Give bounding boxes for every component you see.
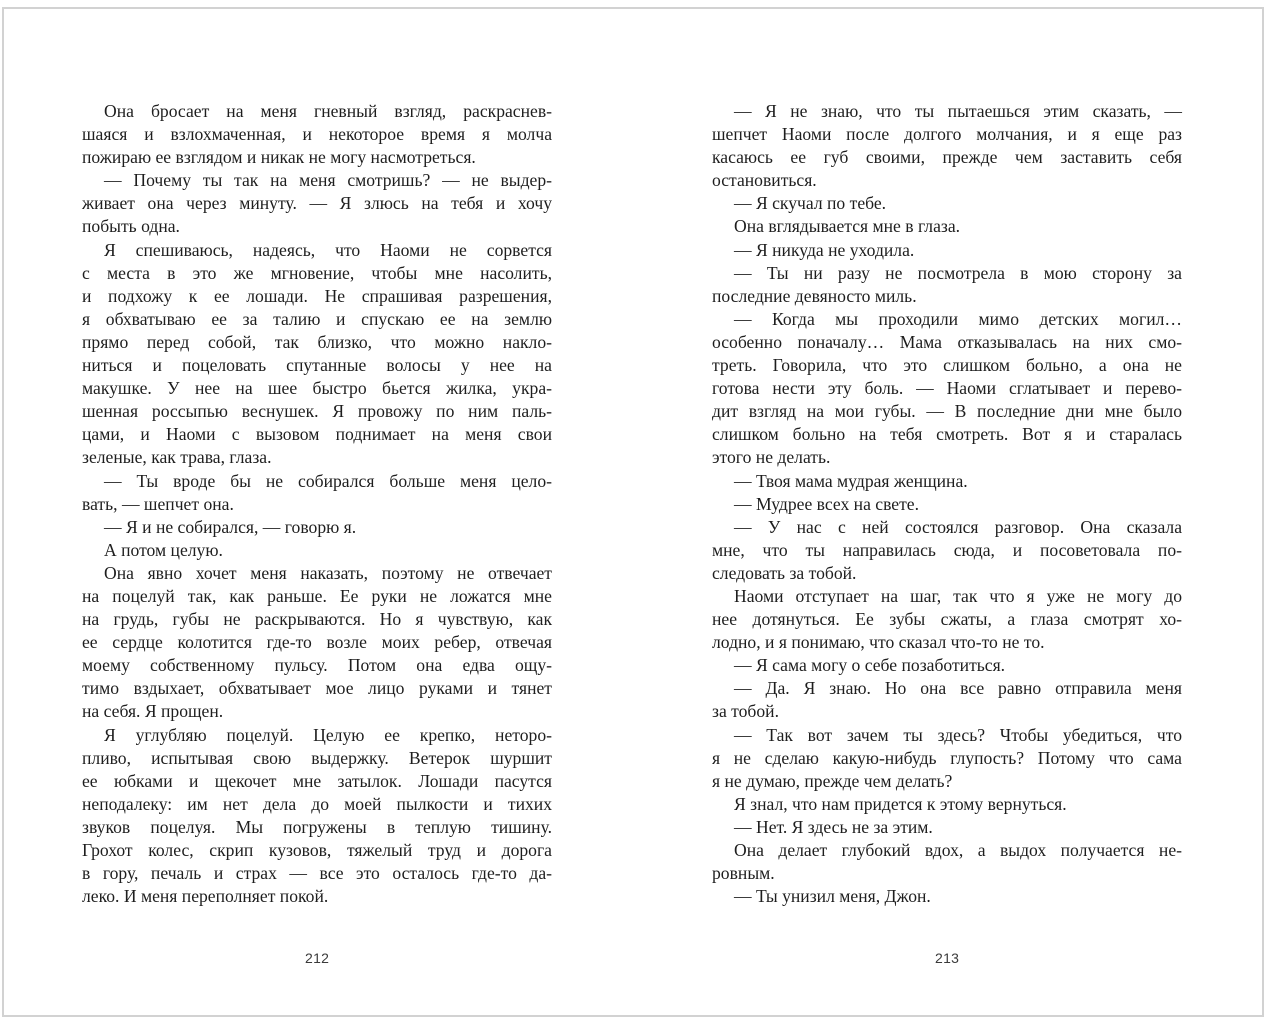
text-line: я не сделаю какую-нибудь глупость? Потому что сама: [712, 747, 1182, 768]
text-line: прямо перед собой, так близко, что можно накло-: [82, 331, 552, 352]
text-line: за тобой.: [712, 701, 779, 722]
text-line: Я спешиваюсь, надеясь, что Наоми не сорвется: [104, 239, 552, 260]
text-line: и подхожу к ее лошади. Не спрашивая разрешения,: [82, 285, 552, 306]
text-line: треть. Говорила, что это слишком больно, а она не: [712, 355, 1182, 376]
text-line: ее сердце колотится где-то возле моих ребер, отвечая: [82, 632, 552, 653]
text-line: я обхватываю ее за талию и спускаю ее на землю: [82, 308, 552, 329]
text-line: звуков поцелуя. Мы погружены в теплую тишину.: [82, 816, 552, 837]
text-line: живает она через минуту. — Я злюсь на тебя и хочу: [82, 193, 552, 214]
text-line: слишком больно на тебя смотреть. Вот я и старалась: [712, 424, 1182, 445]
text-line: Она бросает на меня гневный взгляд, раскраснев-: [104, 101, 552, 121]
text-line: последние девяносто миль.: [712, 285, 917, 306]
text-line: — Я никуда не уходила.: [734, 239, 915, 260]
text-line: макушке. У нее на шее быстро бьется жилка, укра-: [82, 378, 552, 399]
text-line: ровным.: [712, 863, 775, 884]
text-line: — Я не знаю, что ты пытаешься этим сказать, —: [734, 101, 1182, 121]
left-page-text: [82, 100, 552, 908]
text-line: — Мудрее всех на свете.: [734, 493, 919, 514]
text-line: я не думаю, прежде чем делать?: [712, 770, 953, 791]
text-line: леко. И меня переполняет покой.: [82, 886, 329, 907]
text-line: Наоми отступает на шаг, так что я уже не могу до: [734, 585, 1182, 606]
text-line: мне, что ты направилась сюда, и посоветовала по-: [712, 539, 1182, 560]
text-line: следовать за тобой.: [712, 562, 857, 583]
text-line: — Я сама могу о себе позаботиться.: [734, 655, 1006, 676]
text-line: — Да. Я знаю. Но она все равно отправила меня: [734, 678, 1182, 699]
left-page-number: 212: [305, 950, 330, 966]
text-line: шепчет Наоми после долгого молчания, и я еще раз: [712, 124, 1182, 145]
text-line: моему собственному пульсу. Потом она едва ощу-: [82, 655, 552, 676]
text-line: — Я скучал по тебе.: [734, 193, 887, 214]
text-line: в гору, печаль и страх — все это осталось где-то да-: [82, 863, 552, 884]
text-line: — Почему ты так на меня смотришь? — не выдер-: [104, 170, 552, 191]
text-line: ее юбками и щекочет мне затылок. Лошади пасутся: [82, 770, 552, 791]
text-line: Она делает глубокий вдох, а выдох получается не-: [734, 840, 1182, 860]
text-line: Она вглядывается мне в глаза.: [734, 216, 961, 237]
text-line: Она явно хочет меня наказать, поэтому не отвечает: [104, 562, 552, 583]
text-line: Я знал, что нам придется к этому вернуться.: [734, 793, 1067, 814]
right-page-number: 213: [935, 950, 960, 966]
text-line: — Ты унизил меня, Джон.: [734, 886, 931, 907]
text-line: — Ты вроде бы не собирался больше меня цело-: [104, 470, 552, 491]
right-page-text: [712, 100, 1182, 908]
text-line: лодно, и я понимаю, что сказал что-то не то.: [712, 632, 1045, 653]
text-line: — Я и не собирался, — говорю я.: [104, 516, 357, 537]
text-line: дит взгляд на мои губы. — В последние дни мне было: [712, 401, 1182, 422]
text-line: готова нести эту боль. — Наоми сглатывает и перево-: [712, 378, 1182, 399]
text-line: зеленые, как трава, глаза.: [82, 447, 272, 468]
text-line: остановиться.: [712, 170, 817, 191]
text-line: особенно поначалу… Мама отказывалась на них смо-: [712, 331, 1182, 352]
text-line: — Твоя мама мудрая женщина.: [734, 470, 968, 491]
text-line: побыть одна.: [82, 216, 180, 237]
text-line: Грохот колес, скрип кузовов, тяжелый труд и дорога: [82, 840, 552, 860]
text-line: — Когда мы проходили мимо детских могил…: [734, 308, 1182, 329]
text-line: неподалеку: им нет дела до моей пылкости и тихих: [82, 793, 552, 814]
text-line: Я углубляю поцелуй. Целую ее крепко, неторо-: [104, 724, 552, 745]
text-line: касаюсь ее губ своими, прежде чем заставить себя: [712, 147, 1182, 168]
text-line: ниться и поцеловать спутанные волосы у нее на: [82, 355, 552, 376]
text-line: цами, и Наоми с вызовом поднимает на меня свои: [82, 424, 552, 445]
text-line: тимо вздыхает, обхватывает мое лицо руками и тянет: [82, 678, 552, 699]
text-line: — Нет. Я здесь не за этим.: [734, 816, 933, 837]
text-line: — Ты ни разу не посмотрела в мою сторону за: [734, 262, 1182, 283]
text-line: — У нас с ней состоялся разговор. Она сказала: [734, 516, 1182, 537]
text-line: пливо, испытывая свою выдержку. Ветерок шуршит: [82, 747, 552, 768]
text-line: — Так вот зачем ты здесь? Чтобы убедиться, что: [734, 724, 1182, 745]
text-line: вать, — шепчет она.: [82, 493, 234, 514]
text-line: нее дотянуться. Ее зубы сжаты, а глаза смотрят хо-: [712, 609, 1182, 630]
text-line: на поцелуй так, как раньше. Ее руки не ложатся мне: [82, 585, 552, 606]
text-line: шаяся и взлохмаченная, и некоторое время я молча: [82, 124, 552, 145]
text-line: на себя. Я прощен.: [82, 701, 224, 722]
text-line: на грудь, губы не раскрываются. Но я чувствую, как: [82, 609, 552, 630]
text-line: с места в это же мгновение, чтобы мне насолить,: [82, 262, 552, 283]
text-line: этого не делать.: [712, 447, 831, 468]
text-line: шенная россыпью веснушек. Я провожу по ним паль-: [82, 401, 552, 422]
text-line: пожираю ее взглядом и никак не могу насмотреться.: [82, 147, 476, 168]
text-line: А потом целую.: [104, 539, 223, 560]
